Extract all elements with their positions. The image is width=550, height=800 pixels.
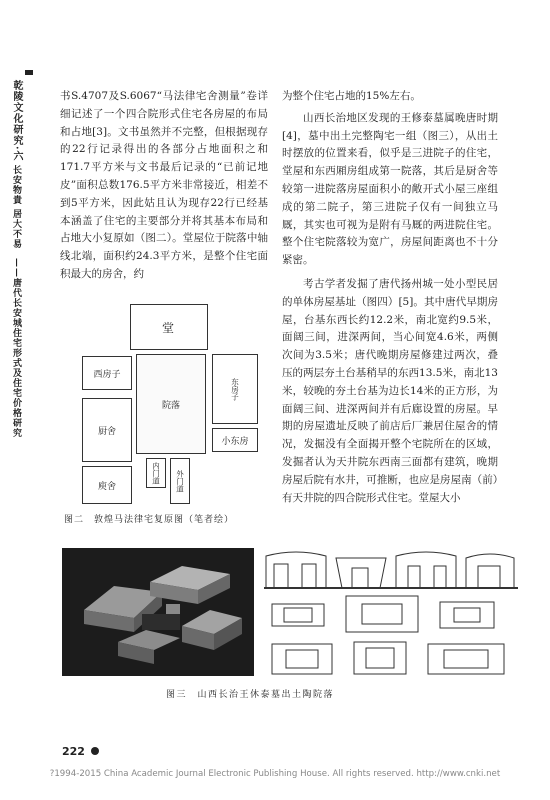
room-hall: 堂 (130, 304, 208, 350)
figure-3-caption: 图三 山西长治王休泰墓出土陶院落 (165, 690, 334, 700)
pottery-courtyard-elevations (262, 548, 520, 680)
page-number: 222 (62, 745, 85, 758)
elevation-drawings (262, 548, 520, 680)
paragraph: 书S.4707及S.6067“马法律宅舍测量”卷详细记述了一个四合院形式住宅各房屋的布局和占地[3]。文书虽然并不完整，但根据现存的22行记录得出的各部分占地面积之和171.7平方米与文书最后记录的“已前记地皮”面积总数176.5平方米非常接近，相差不到5平方米，因此姑且认为现存22行已经基本涵盖了住宅的主要部分并将其基本布局和占地大小复原如（图二）。堂屋位于院落中轴线北端，面积约24.3平方米，是整个住宅面积最大的房舍，约 (60, 90, 268, 280)
paragraph: 山西长治地区发现的王修泰墓属晚唐时期[4]，墓中出土完整陶宅一组（图三），从出土时摆放的位置来看，似乎是三进院子的住宅，堂屋和东西厢房组成第一院落，其后是厨舍等较第一进院落房屋面积小的敞开式小屋三座组成的第二院子，第三进院子仅有一间独立马厩，其实也可视为是附有马厩的两进院住宅。整个住宅院落较为宽广，房屋间距离也不十分紧密。 (282, 111, 498, 267)
room-granary: 庾舍 (82, 466, 132, 504)
header-bar-decoration (25, 70, 33, 75)
pottery-courtyard-photo (62, 548, 254, 676)
pottery-courtyard-illustration (62, 548, 254, 676)
page-dot-icon (91, 747, 99, 755)
figure-2-caption: 图二 敦煌马法律宅复原图（笔者绘） (64, 515, 235, 525)
room-west: 西房子 (82, 356, 132, 390)
room-kitchen: 厨舍 (82, 398, 132, 462)
room-small-east: 小东房 (212, 428, 258, 452)
figure-2-floor-plan (62, 296, 280, 508)
left-column (60, 88, 268, 284)
section-title: 长安物貴 居大不易 (11, 165, 21, 250)
running-header (10, 80, 32, 438)
article-title: ——唐代长安城住宅形式及住宅价格研究 (11, 257, 21, 438)
copyright-footer: ?1994-2015 China Academic Journal Electronic Publishing House. All rights reserved. http://www.cnki.net (49, 769, 501, 779)
paragraph: 为整个住宅占地的15%左右。 (282, 90, 421, 102)
outer-gate: 外门道 (170, 458, 190, 504)
courtyard: 院落 (136, 354, 206, 454)
room-east: 东房子 (212, 354, 258, 424)
right-column (282, 88, 498, 507)
inner-gate: 内门道 (146, 458, 166, 488)
paragraph: 考古学者发掘了唐代扬州城一处小型民居的单体房屋基址（图四）[5]。其中唐代早期房屋，台基东西长约12.2米，南北宽约9.5米，面阔三间，进深两间，当心间宽4.6米，两侧次间为3.5米；唐代晚期房屋修建过两次，叠压的两层夯土台基稍早的东西13.5米，南北13米，较晚的夯土台基为边长14米的正方形，为面阔三间、进深两间并有后廊设置的房屋。早期的房屋遗址反映了前店后厂兼居住屋舍的情况，发掘没有全面揭开整个宅院所在的区域，发掘者认为天井院东西南三面都有建筑，晚期房屋后院有水井，可推断，也应是房屋南（前）有天井院的四合院形式住宅。堂屋大小 (282, 277, 498, 504)
journal-title: 乾陵文化研究·六 (11, 80, 22, 162)
